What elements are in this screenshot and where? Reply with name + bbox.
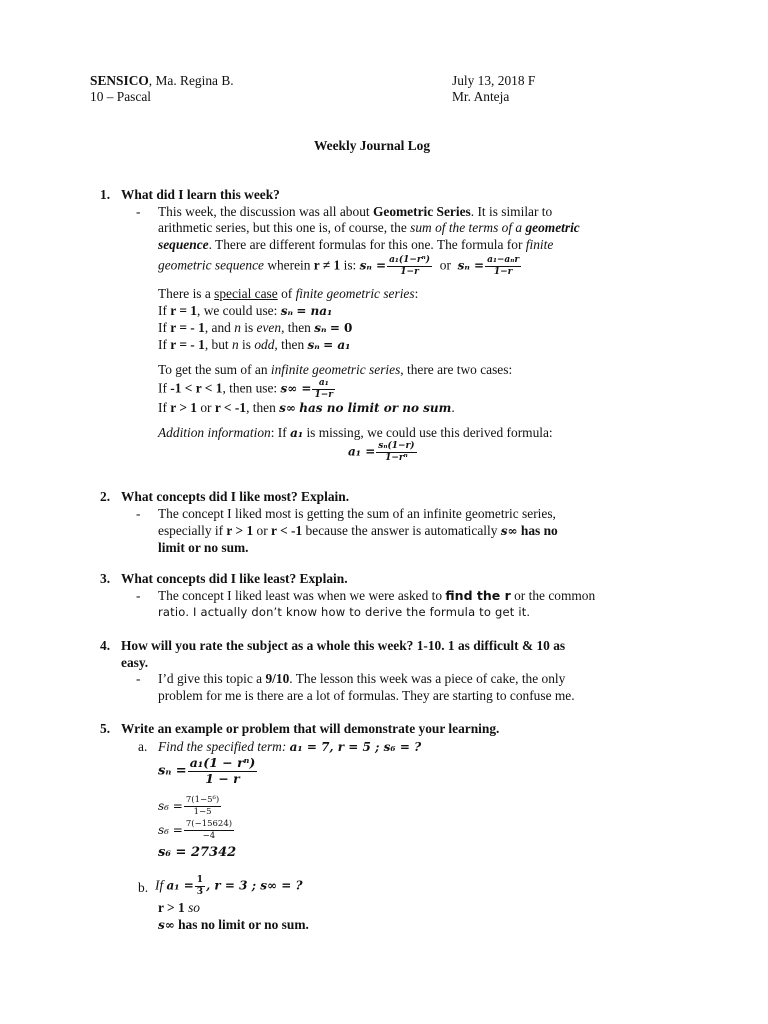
q5-b-line2	[158, 900, 200, 916]
q5-step4-num: 7(−15624)	[185, 819, 233, 829]
case1-sn: sₙ	[280, 304, 293, 318]
case2-line	[158, 320, 352, 336]
case3-if: If	[158, 337, 171, 352]
special-c: of	[277, 286, 296, 301]
special-case-line	[158, 286, 418, 302]
q1-line4	[158, 256, 522, 277]
q3-line1	[158, 588, 595, 604]
q4-rating: 9/10	[265, 671, 290, 686]
derived-denominator: 1−rⁿ	[385, 453, 408, 463]
special-case-underlined: special case	[214, 286, 278, 301]
q1-line3	[158, 237, 553, 253]
q3-find-r: find the r	[445, 588, 511, 603]
case2-and: , and	[204, 320, 235, 335]
inf2-if: If	[158, 400, 171, 415]
case1-text: , we could use:	[197, 303, 281, 318]
q5-b-num: 1	[196, 875, 204, 885]
q5-step4-lhs: s₆ =	[158, 823, 183, 837]
infinite-case2	[158, 400, 455, 416]
inf2-cond1: r > 1	[170, 400, 198, 415]
q5-b-label: b.	[138, 880, 149, 895]
q5-a-line	[158, 739, 421, 755]
q2-l2f: has no	[517, 523, 558, 538]
inf2-cond2: r < -1	[214, 400, 247, 415]
q5-a-given: a₁ = 7, r = 5 ; s₆ = ?	[289, 740, 422, 754]
case3-but: , but	[204, 337, 232, 352]
q3-l1a: The concept I liked least was when we were asked to	[158, 588, 446, 603]
page-title: Weekly Journal Log	[314, 138, 431, 153]
inf2-then: , then	[246, 400, 280, 415]
q5-step3-num: 7(1−5⁶)	[185, 795, 220, 805]
q2-line2	[158, 523, 558, 539]
case2-sn: sₙ	[314, 321, 327, 335]
q1-dash: -	[136, 204, 141, 219]
q1-line1-text: This week, the discussion was all about	[158, 204, 373, 219]
derived-lhs: a₁ =	[348, 444, 376, 459]
q4-dash: -	[136, 671, 141, 686]
case3-then: , then	[274, 337, 308, 352]
inf-b: infinite geometric series	[270, 362, 401, 377]
finite-sum-formula-1	[387, 256, 432, 277]
q1-number: 1.	[100, 187, 111, 202]
formula2-denominator: 1−r	[493, 267, 513, 277]
q5-b-sinf: s∞	[158, 918, 175, 932]
q5-b-so: so	[184, 900, 200, 915]
q2-l2a: especially if	[158, 523, 227, 538]
formula1-denominator: 1−r	[400, 267, 419, 277]
q1-line4-wherein: wherein	[263, 257, 314, 273]
case2-then: , then	[281, 320, 315, 335]
case3-sn: sₙ	[307, 338, 320, 352]
q1-line1-end: . It is similar to	[470, 204, 553, 219]
q5-b-line3	[158, 917, 309, 933]
q2-question: What concepts did I like most? Explain.	[121, 489, 350, 504]
q5-step4	[158, 820, 235, 840]
q1-line3-text: . There are different formulas for this one. The formula for	[208, 237, 526, 252]
q5-question: Write an example or problem that will demonstrate your learning.	[121, 721, 500, 736]
q5-big-denominator: 1 − r	[205, 770, 240, 786]
case1-line	[158, 303, 332, 319]
q5-step3-fraction	[184, 796, 221, 816]
q1-line1	[158, 204, 552, 220]
q1-line2-geometric: geometric	[525, 220, 580, 235]
q1-line3-sequence: sequence	[158, 237, 209, 252]
q4-line1	[158, 671, 565, 687]
case3-cond: r = - 1	[170, 337, 205, 352]
case1-result: = na₁	[296, 304, 333, 318]
q5-step4-fraction	[184, 820, 234, 840]
inf1-if: If	[158, 380, 171, 396]
special-e: :	[414, 286, 419, 301]
q3-l1c: or the common	[510, 588, 596, 603]
q5-b-result: has no limit or no sum.	[174, 917, 309, 932]
q1-line2	[158, 220, 580, 236]
case2-is: is	[240, 320, 257, 335]
case1-cond: r = 1	[170, 303, 198, 318]
q5-a-text: Find the specified term:	[158, 739, 290, 754]
q3-dash: -	[136, 588, 141, 603]
q4-l1a: I’d give this topic a	[158, 671, 266, 686]
q5-step4-den: −4	[202, 830, 216, 841]
case1-if: If	[158, 303, 171, 318]
q5-step3-lhs: s₆ =	[158, 799, 183, 813]
q1-line4-italic: geometric sequence	[158, 257, 264, 273]
q5-b-rest: , r = 3 ; s∞ = ?	[206, 878, 303, 893]
q3-number: 3.	[100, 571, 111, 586]
q5-b-cond: r > 1	[158, 900, 185, 915]
case2-cond: r = - 1	[170, 320, 205, 335]
infinite-case1	[158, 379, 336, 400]
formula1-numerator: a₁(1−rⁿ)	[389, 255, 431, 265]
inf-a: To get the sum of an	[158, 362, 271, 377]
case3-odd: odd	[254, 337, 275, 352]
infinite-sum-formula	[312, 379, 335, 400]
q4-number: 4.	[100, 638, 111, 653]
case3-line	[158, 337, 350, 353]
case2-n: n	[234, 320, 241, 335]
inf2-or: or	[197, 400, 215, 415]
q2-l2e: because the answer is automatically	[302, 523, 501, 538]
q4-l1c: . The lesson this week was a piece of cake, the only	[289, 671, 566, 686]
student-surname: SENSICO	[90, 73, 149, 88]
q1-line4-is: is:	[340, 257, 360, 273]
case2-result: = 0	[329, 321, 353, 335]
derived-formula	[348, 442, 418, 463]
q5-a-label: a.	[138, 739, 148, 754]
q5-big-fraction	[188, 757, 258, 785]
q5-number: 5.	[100, 721, 111, 736]
special-a: There is a	[158, 286, 215, 301]
q1-question: What did I learn this week?	[121, 187, 280, 202]
sn-symbol-1: sₙ =	[359, 258, 387, 273]
inf2-result: has no limit or no sum	[299, 401, 452, 415]
q4-line2: problem for me is there are a lot of formulas. They are starting to confuse me.	[158, 688, 575, 703]
derived-numerator: sₙ(1−r)	[378, 441, 415, 451]
q5-answer: s₆ = 27342	[158, 845, 237, 860]
q2-l2d: r < -1	[271, 523, 303, 538]
add-a1: a₁	[290, 426, 304, 440]
q5-b-a1: a₁ =	[166, 878, 194, 893]
student-name	[90, 73, 234, 89]
q1-line4-condition: r ≠ 1	[313, 257, 341, 273]
infinite-intro	[158, 362, 512, 378]
journal-date: July 13, 2018 F	[452, 73, 536, 88]
q1-geometric-series: Geometric Series	[372, 204, 471, 219]
q1-line2-italic: sum of the terms of a	[410, 220, 526, 235]
q2-l2c: or	[253, 523, 272, 538]
add-label: Addition information	[158, 425, 271, 440]
q1-or: or	[439, 257, 451, 273]
add-if: : If	[270, 425, 291, 440]
q4-question-cont: easy.	[121, 655, 149, 670]
q5-b-if: If	[155, 877, 167, 893]
q2-number: 2.	[100, 489, 111, 504]
formula2-numerator: a₁−aₙr	[487, 255, 520, 265]
q2-dash: -	[136, 506, 141, 521]
q5-b-line	[155, 876, 302, 897]
q5-big-numerator: a₁(1 − rⁿ)	[189, 755, 256, 770]
finite-sum-formula-2	[485, 256, 521, 277]
special-d: finite geometric series	[295, 286, 415, 301]
case3-n: n	[231, 337, 239, 352]
q2-l2b: r > 1	[226, 523, 254, 538]
inf1-sinf: s∞ =	[280, 381, 312, 396]
inf-c: , there are two cases:	[400, 362, 513, 377]
q3-line2: ratio. I actually don’t know how to derive the formula to get it.	[158, 605, 531, 619]
q4-question: How will you rate the subject as a whole this week? 1-10. 1 as difficult & 10 as	[121, 638, 566, 653]
case3-result: = a₁	[323, 338, 351, 352]
q3-question: What concepts did I like least? Explain.	[121, 571, 348, 586]
q1-line3-finite: finite	[525, 237, 554, 252]
q5-b-fraction	[195, 876, 205, 897]
q5-b-den: 3	[196, 887, 204, 897]
sn-symbol-2: sₙ =	[457, 258, 485, 273]
q5-step3-den: 1−5	[193, 806, 212, 817]
case3-is: is	[238, 337, 255, 352]
derived-fraction	[376, 442, 416, 463]
addition-info	[158, 425, 553, 441]
inf1-cond: -1 < r < 1	[170, 380, 223, 396]
add-text: is missing, we could use this derived formula:	[303, 425, 553, 440]
q5-sn: sₙ =	[158, 763, 187, 779]
case2-if: If	[158, 320, 171, 335]
q5-formula	[158, 757, 258, 785]
q1-line2-text: arithmetic series, but this one is, of course, the	[158, 220, 411, 235]
inf2-sinf: s∞	[279, 401, 296, 415]
teacher-name: Mr. Anteja	[452, 89, 510, 104]
q5-step3	[158, 796, 222, 816]
inf-numerator: a₁	[312, 379, 335, 390]
inf-denominator: 1−r	[314, 390, 334, 400]
q2-sinf: s∞	[500, 524, 518, 538]
student-given-names: , Ma. Regina B.	[148, 73, 234, 88]
q2-line3: limit or no sum.	[158, 540, 249, 555]
inf2-period: .	[451, 400, 455, 415]
student-section: 10 – Pascal	[90, 89, 151, 104]
case2-even: even	[256, 320, 282, 335]
q2-line1: The concept I liked most is getting the sum of an infinite geometric series,	[158, 506, 556, 521]
inf1-text: , then use:	[222, 380, 281, 396]
